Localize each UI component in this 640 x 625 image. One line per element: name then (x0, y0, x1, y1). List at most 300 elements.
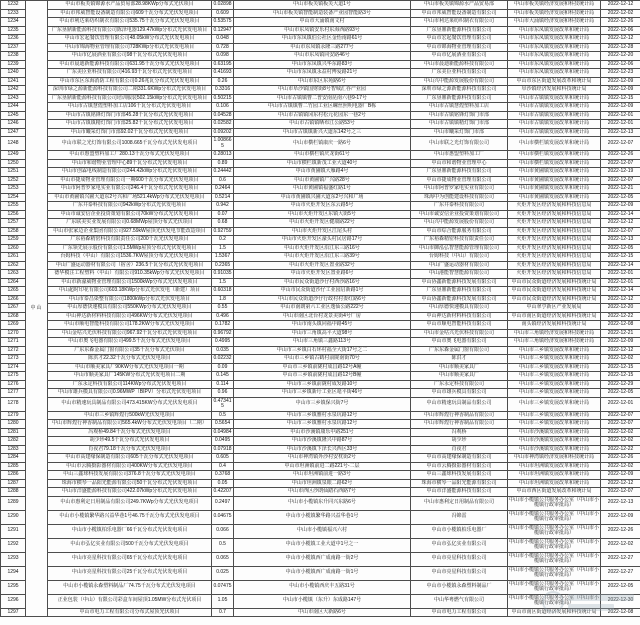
project-name: 中山市曦采灯饰门市部92.02千瓦分布式光伏发电项目 (48, 128, 212, 137)
project-address: 中山市火炬开发区健康路22号 (234, 219, 411, 228)
project-name: 广东永定科技有限公司114KWp分布式光伏发电项目 (48, 380, 212, 389)
table-row (1, 103, 640, 112)
project-address: 中山市三角镇三鑫路113号 (234, 338, 411, 347)
row-number: 1260 (1, 244, 26, 253)
project-name: 中山市捷成物业管理有限公司一期600千瓦分布式光伏发电项目 (48, 176, 212, 185)
project-address: 中山市南区北台村龙景美街4号厂房 (234, 312, 411, 321)
capacity-mw: 0.3316 (212, 86, 234, 95)
table-row (1, 210, 640, 219)
project-address: 中山市小榄镇西广成南路一街2号 (234, 552, 411, 566)
table-row (1, 35, 640, 44)
table-row (1, 566, 640, 580)
table-row (1, 9, 640, 18)
filing-date: 2022-12-12 (601, 219, 640, 228)
project-name: 中山市亮星科技有限公司25千瓦分布式光伏发电项目 (48, 566, 212, 580)
project-address: 中山市火炬开发区东云路5号 (234, 202, 411, 211)
capacity-mw: 0.91035 (213, 270, 232, 276)
table-row (1, 462, 640, 471)
project-address: 中山市坦洲镇前进一路3号 (234, 471, 411, 480)
filing-authority: 中山市南区街道经济发展和科技统计局 (508, 312, 601, 321)
project-unit: 中山市电力工程有限公司 (411, 608, 508, 617)
project-unit: 中山市金咕兴光伏科技有限公司 (411, 329, 508, 338)
table-row (1, 261, 640, 270)
filing-authority: 中山市坦洲镇发展改革和统计局 (508, 471, 601, 480)
row-number: 1252 (1, 176, 26, 185)
table-row (1, 329, 640, 338)
row-number: 1285 (1, 462, 26, 471)
project-name: 德华模注工程塑料（中山）有限公司910.35kWp分布式光伏发电项目 (48, 270, 212, 279)
filing-date: 2022-12-15 (601, 253, 640, 262)
capacity-mw: 0.28013 (213, 151, 232, 157)
filing-date: 2022-12-09 (601, 202, 640, 211)
filing-authority: 中山市三乡镇发展改革和统计局 (508, 372, 601, 381)
filing-date: 2022-12-09 (601, 103, 640, 112)
project-name: 中山市弘亿实业有限公司500千瓦分布式光伏发电项目 (48, 538, 212, 552)
filing-authority: 中山市小榄镇公共服务办公室（中山市小榄镇行政审批局） (509, 594, 600, 606)
project-name: 中山市高建缘保制造有限公司605千瓦分布式光伏发电项目 (48, 454, 212, 463)
capacity-mw: 0.5 (212, 411, 234, 420)
row-number: 1284 (1, 454, 26, 463)
table-row (1, 608, 640, 617)
project-unit: 中山广盛运动器材有限公司 (411, 261, 508, 270)
project-address: 中山市黄圃镇大雁路4号 (234, 168, 411, 177)
table-row (1, 471, 640, 480)
filing-authority: 中山市古镇镇发展改革和统计局 (508, 120, 601, 129)
filing-authority: 中山市三乡镇发展改革和统计局 (508, 389, 601, 398)
filing-date: 2022-12-06 (601, 60, 640, 69)
row-number: 1271 (1, 338, 26, 347)
project-unit: 中山市板芙镇锦源水产品贸易部 (411, 1, 508, 10)
project-address: 中山市火炬开发区沿江东三路39号 (234, 253, 411, 262)
filing-authority: 阜沙镇经济发展和科技统计局 (508, 86, 601, 95)
row-number: 1264 (1, 278, 26, 287)
row-number: 1283 (1, 445, 26, 454)
table-row (1, 185, 640, 194)
project-name: 广东东森金属门窗有限公司35千瓦分布式光伏项目 (48, 346, 212, 355)
capacity-mw: 0.02582 (213, 120, 232, 126)
project-address: 中山市东区东苑路6号 (234, 77, 411, 86)
project-name: 中山市洋盛能源科技有限公司422.07kWp分布式光伏发电项目 (48, 488, 212, 497)
project-name: 中山市创霖电线制造有限公司244.42kWp分布式光伏发电项目 (48, 168, 212, 177)
project-name: 中山市奥飞电器有限公司499.5千瓦分布式光伏发电项目 (48, 338, 212, 347)
filing-date: 2022-12-02 (601, 9, 640, 18)
capacity-mw: 0.0495 (212, 437, 234, 446)
row-number: 1288 (1, 488, 26, 497)
project-name: 中山金咕兴光伏科技有限公司967.92千瓦分布式光伏发电项目 (48, 329, 212, 338)
project-address: 中山市火炬开发区江尾头村 (234, 227, 411, 236)
project-name: 中山市和谐物业管理中心89千瓦分布式光伏发电项目 (48, 159, 212, 168)
table-row (1, 168, 640, 177)
project-address: 中山市黄圃镇广兴路28号 (234, 176, 411, 185)
row-number: 1254 (1, 193, 26, 202)
project-unit: 中山市古镇慧煌塑料加工店 (411, 103, 508, 112)
project-unit: 中山市御泓弘智慧能源管理有限公司 (411, 244, 508, 253)
project-unit: 中山市宏起餐饮管理有限公司 (411, 35, 508, 44)
table-row (1, 304, 640, 313)
project-unit: 台姆科技（中山）有限公司 (411, 253, 508, 262)
filing-authority: 中山市三乡镇发展改革和统计局 (508, 397, 601, 411)
filing-date: 2022-12-07 (601, 411, 640, 420)
project-address: 中山市三乡镇前陇村成昌路12号B幢 (234, 372, 411, 381)
project-address: 中山市民众街道沙仔村西沙路16号 (234, 278, 411, 287)
project-address: 中山市沙溪镇康乐中路251号 (234, 428, 411, 437)
project-unit: 广东垦鼎新能源科技有限公司 (411, 287, 508, 296)
project-address: 中山市坦洲镇前进二路221号-二层 (234, 462, 411, 471)
capacity-mw: 0.68 (212, 219, 234, 228)
project-address: 中山市民众街道沙仔行政村村委红路6号 (234, 295, 411, 304)
project-unit: 中山市和谐物业管理中心 (411, 159, 508, 168)
table-row (1, 18, 640, 27)
capacity-mw: 0.07918 (213, 445, 232, 452)
project-address: 中山市火炬开发区置业路32号 (234, 261, 411, 270)
project-address: 中山市东凤镇伯公社区金怡南路61号 (234, 35, 411, 44)
project-address: 中山市大涌镇南文村 (234, 18, 411, 27)
project-address: 中山市民众街道沙仔工业园启新路1号 (234, 287, 411, 296)
capacity-mw: 0.106 (212, 103, 234, 112)
filing-authority: 火炬开发区经济发展和科技信息局 (508, 227, 601, 236)
filing-date: 2022-12-09 (601, 471, 640, 480)
row-number: 1237 (1, 43, 26, 52)
filing-date: 2022-12-13 (601, 496, 640, 510)
row-number: 1278 (1, 397, 26, 411)
project-name: 肖夜君79.18千瓦分布式光伏发电项目 (48, 445, 212, 454)
row-number: 1247 (1, 128, 26, 137)
project-unit: 陈洪才 (411, 355, 508, 364)
filing-date: 2022-12-12 (601, 346, 640, 355)
row-number: 1276 (1, 380, 26, 389)
filing-date: 2022-12-05 (601, 580, 640, 594)
filing-authority: 中山市沙溪镇发展改革和统计局 (508, 428, 601, 437)
row-number: 1269 (1, 321, 26, 330)
project-unit: 中山市云腾摄影器材有限公司 (411, 462, 508, 471)
capacity-mw: 0.02232 (213, 355, 232, 361)
capacity-mw: 0.55 (212, 304, 234, 313)
row-number: 1253 (1, 185, 26, 194)
project-name: 广东联美实业发展有限公司0.68MWp屋顶分布式光伏项目 (48, 219, 212, 228)
table-row (1, 43, 640, 52)
filing-authority: 中山市黄圃镇发展改革和统计局 (508, 176, 601, 185)
capacity-mw: 0.7 (212, 608, 234, 617)
project-unit: 冯观桥 (411, 428, 508, 437)
filing-date: 2022-12-19 (601, 168, 640, 177)
project-unit: 珠海中为创能建设科技有限公司 (411, 193, 508, 202)
row-number: 1280 (1, 420, 26, 429)
project-name: 中山市黄圃镇兴圃大道东2号兴和广场521.4kWp分布式光伏发电项目 (48, 193, 212, 202)
filing-authority: 中山市民众街道经济发展和科技统计局 (508, 287, 601, 296)
project-name: 中山市电力工程有限公司分布式屋顶光伏项目 (48, 608, 212, 617)
filing-authority: 中山市三乡镇发展改革和统计局 (508, 411, 601, 420)
filing-authority: 火炬开发区经济发展和科技信息局 (508, 210, 601, 219)
filing-date: 2022-12-07 (601, 488, 640, 497)
row-number: 1268 (1, 312, 26, 321)
row-number: 1270 (1, 329, 26, 338)
filing-authority: 中山市西区街道发展改革和统计局 (508, 488, 601, 497)
table-row (1, 128, 640, 137)
project-unit: 中山市顺电智能科技有限公司 (411, 321, 508, 330)
project-unit: 中山市亮星科技有限公司 (411, 566, 508, 580)
project-unit: 中山市弘亿实业有限公司 (411, 538, 508, 552)
project-unit: 中山市诚安信企业投资策划有限公司 (411, 210, 508, 219)
filing-authority: 中山市黄圃镇发展改革和统计局 (508, 193, 601, 202)
project-address: 中山市三乡镇保兴街7号 (234, 397, 411, 411)
row-number: 1286 (1, 471, 26, 480)
table-row (1, 524, 640, 538)
project-address: 中山市三乡镇新圩工业区毫平街46号 (234, 389, 411, 398)
project-name: 中山市顺美家具厂145KW分布式光伏发电项目二期 (48, 372, 212, 381)
filing-authority: 中山市板芙镇经济发展和科技统计局 (508, 9, 601, 18)
filing-date: 2022-12-27 (601, 566, 640, 580)
table-row (1, 60, 640, 69)
table-row (1, 479, 640, 488)
project-unit: 中山港能智慧能源有限公司 (411, 270, 508, 279)
project-unit: 中山市顺美家具厂 (411, 363, 508, 372)
filing-date: 2022-12-01 (601, 111, 640, 120)
project-address: 中山市阜沙镇国财街8号智城汇谷产业园 (234, 86, 411, 95)
capacity-mw: 0.2365 (212, 261, 234, 270)
filing-date: 2022-12-12 (601, 35, 640, 44)
project-address: 中山市神湾镇外沙村安枕街2号 (234, 454, 411, 463)
project-name: 陈洪才22.32千瓦分布式光伏发电项目 (48, 355, 212, 364)
table-row (1, 295, 640, 304)
filing-date: 2022-12-07 (601, 137, 640, 151)
row-number: 1250 (1, 159, 26, 168)
capacity-mw: 1.5367 (212, 253, 234, 262)
project-name: 广东垦鼎新能源科技有限公司陈泽电器129.47kWp分布式光伏发电项目 (48, 26, 212, 35)
table-row (1, 397, 640, 411)
project-name: 中山市张家边企业集团有限公司927.59kW屋顶光伏发电节能改造项目 (48, 227, 212, 236)
project-unit: 广东美臣亚科技有限公司 (411, 69, 508, 78)
filing-authority: 中山市小榄镇公共服务办公室（中山市小榄镇行政审批局） (509, 524, 600, 536)
filing-authority: 中山市小榄镇公共服务办公室（中山市小榄镇行政审批局） (509, 552, 600, 564)
project-name: 中山市古镇铭锋灯饰门市部45.28千瓦分布式光伏发电项目 (48, 111, 212, 120)
filing-date: 2022-12-12 (601, 295, 640, 304)
project-name: 中山市诚安信企业投资策划有限公司70kW分布式光伏发电项目 (48, 210, 212, 219)
project-unit: 中山市曦采灯饰门市部 (411, 128, 508, 137)
table-row (1, 437, 640, 446)
capacity-mw: 1.5 (212, 244, 234, 253)
table-row (1, 428, 640, 437)
filing-authority: 中山市三乡镇发展改革和统计局 (508, 420, 601, 429)
project-unit: 中山市小榄镇柏乐电器厂 (411, 524, 508, 538)
filing-date: 2022-12-30 (601, 594, 640, 608)
project-unit: 中山市利达莱纺织制衣有限公司 (411, 18, 508, 27)
project-name: 正业包装（中山）有限公司彩盒车间屋顶1.05MW分布式光伏项目 (48, 594, 212, 608)
project-name: 中山市锦海物业管理有限公司728KWp分布式光伏发电项目 (48, 43, 212, 52)
capacity-mw: 0.2464 (212, 185, 234, 194)
row-number: 1239 (1, 60, 26, 69)
table-row (1, 338, 640, 347)
row-number: 1273 (1, 355, 26, 364)
capacity-mw: 0.41693 (213, 69, 232, 75)
project-unit: 中山协鑫新能源科技发展有限公司 (411, 295, 508, 304)
filing-authority: 中山市神湾镇经济发展和科技统计局 (508, 454, 601, 463)
project-address: 中山市小榄镇（东升）东成路147号 (234, 594, 411, 608)
project-name: 中山广盛运动器材有限公司（宿舍）236.5千瓦分布式光伏发电项目 (48, 261, 212, 270)
row-number: 1266 (1, 295, 26, 304)
project-address: 中山市东凤镇永益村博爱路21号 (234, 69, 411, 78)
project-unit: 中山协鑫新能源科技发展有限公司 (411, 278, 508, 287)
project-address: 中山市古镇镇冈东村松元花园东一巷2号 (234, 111, 411, 120)
filing-date: 2022-12-26 (601, 454, 640, 463)
capacity-mw: 0.098 (212, 52, 234, 61)
filing-authority: 中山市横栏镇发展改革和统计局 (508, 159, 601, 168)
row-number: 1282 (1, 437, 26, 446)
project-address: 中山市板芙镇智能制造装备产业园智能路3号 (234, 9, 411, 18)
table-row (1, 137, 640, 151)
filing-authority: 中山市东凤镇发展改革和统计局 (508, 35, 601, 44)
project-unit: 中山市亮星科技有限公司 (411, 552, 508, 566)
project-name: 胡少珍49.5千瓦分布式光伏发电项目 (48, 437, 212, 446)
project-address: 中山市沙溪镇下泽长兴西区33号 (234, 445, 411, 454)
filing-authority: 中山市黄圃镇发展改革和统计局 (508, 168, 601, 177)
filing-date: 2022-12-02 (601, 538, 640, 552)
filing-date: 2022-12-28 (601, 43, 640, 52)
row-number: 1258 (1, 227, 26, 236)
filing-authority: 火炬开发区经济发展和科技信息局 (508, 236, 601, 245)
row-number: 1243 (1, 94, 26, 103)
capacity-mw: 0.04984 (213, 428, 232, 435)
project-unit: 珠海市横琴一品阳光能源有限公司 (411, 479, 508, 488)
filing-date: 2022-12-15 (601, 94, 640, 103)
capacity-mw: 0.26 (212, 77, 234, 86)
table-row (1, 510, 640, 524)
row-number: 1277 (1, 389, 26, 398)
capacity-mw: 0.145 (212, 372, 234, 381)
project-address: 中山市火炬开发区濠头村民居路17号 (234, 236, 411, 245)
project-name: 广东裕森精密科技有限责任公司200千瓦光伏发电项目 (48, 236, 212, 245)
project-unit: 中山市锦海物业管理有限公司 (411, 43, 508, 52)
project-address: 中山市三乡镇白石环村福全大街17号之二 (234, 346, 411, 355)
row-number: 1255 (1, 202, 26, 211)
filing-date: 2022-12-21 (601, 185, 640, 194)
row-number: 1238 (1, 52, 26, 61)
filing-date: 2022-12-20 (601, 52, 640, 61)
project-unit: 中山兴中能源发展股份有限公司 (411, 77, 508, 86)
filing-date: 2022-12-13 (601, 128, 640, 137)
row-number: 1292 (1, 538, 26, 552)
project-unit: 广东井泰科技有限公司 (411, 202, 508, 211)
project-address: 中山市南头镇同福中路45号 (234, 321, 411, 330)
project-unit: 中山市辉煌行神香制品有限公司 (411, 420, 508, 429)
row-number: 1233 (1, 9, 26, 18)
filing-authority: 中山市南区街道经济发展和科技统计局 (508, 608, 601, 617)
project-name: 中山市板芙镇锦源水产品贸易部28.98KWp分布式光伏项目 (48, 1, 212, 10)
capacity-mw: 0.92759 (213, 227, 232, 234)
project-name: 中山市晨迪新能源科技有限公司631.95千瓦分布式光伏发电项目 (48, 60, 212, 69)
project-address: 中山市三乡镇古鹤村前陇南街70号 (234, 355, 411, 364)
table-row (1, 1, 640, 10)
project-name: 中山市惠盟塑料加工厂280.13千瓦分布式光伏发电项目 (48, 151, 212, 160)
table-row (1, 270, 640, 279)
project-unit: 中山市晨迪新能源科技有限公司 (411, 60, 508, 69)
capacity-mw: 0.496 (212, 312, 234, 321)
filing-authority: 火炬开发区经济发展和科技信息局 (508, 202, 601, 211)
project-unit: 中山神达新材料科技有限公司 (411, 312, 508, 321)
filing-date: 2022-12-01 (601, 278, 640, 287)
project-unit: 胡少珍 (411, 437, 508, 446)
table-row (1, 202, 640, 211)
filing-authority: 中山翠亨新区产业发展局 (508, 304, 601, 313)
table-row (1, 312, 640, 321)
filing-authority: 中山市小榄镇公共服务办公室（中山市小榄镇行政审批局） (509, 566, 600, 578)
capacity-mw: 0.42207 (213, 488, 232, 494)
project-address: 中山市古镇镇曹二竹园工业区螺丝照明电器厂B栋 (234, 103, 411, 112)
row-number: 1259 (1, 236, 26, 245)
row-number: 1235 (1, 26, 26, 35)
project-unit: 广东裕森精密科技有限责任公司 (411, 236, 508, 245)
capacity-mw: 0.473415 (213, 397, 232, 409)
filing-date: 2022-12-15 (601, 363, 640, 372)
project-address: 中山市火炬开发区沿江东三路16号 (234, 244, 411, 253)
capacity-mw: 0.2 (212, 236, 234, 245)
filing-authority: 中山市横栏镇发展改革和统计局 (508, 137, 601, 151)
capacity-mw: 0.04675 (212, 510, 234, 524)
filing-date: 2022-12-21 (601, 329, 640, 338)
project-address: 中山市三乡镇雅村水泉坑路12号 (234, 411, 411, 420)
project-unit: 中山市惠利定日用制品有限公司 (411, 496, 508, 510)
row-number: 1294 (1, 566, 26, 580)
row-number: 1281 (1, 428, 26, 437)
capacity-mw: 0.6 (212, 176, 234, 185)
project-unit: 广东东森金属门窗有限公司 (411, 346, 508, 355)
project-name: 中山市小榄镇柏乐电器厂66千瓦分布式光伏发电项目 (48, 524, 212, 538)
project-address: 中山市三乡镇前陇村成昌路12号A幢 (234, 363, 411, 372)
project-address: 中山市坦洲镇泉眼二路62号 (234, 479, 411, 488)
filing-authority: 中山市坦洲镇发展改革和统计局 (508, 479, 601, 488)
capacity-mw: 0.04528 (213, 111, 232, 118)
project-address: 中山市火炬开发区置业路6号 (234, 270, 411, 279)
table-row (1, 363, 640, 372)
city-cell: 中山 (26, 1, 48, 617)
capacity-mw: 0.24442 (213, 168, 232, 174)
capacity-mw: 0.09 (212, 363, 234, 372)
filing-authority: 中山市三乡镇发展改革和统计局 (508, 355, 601, 364)
capacity-mw: 0.048 (212, 35, 234, 44)
project-unit: 中山市古镇镇精灯饰门市部 (411, 120, 508, 129)
capacity-mw: 0.63195 (213, 60, 232, 67)
table-row (1, 372, 640, 381)
project-name: 中山市云腾摄影器材有限公司400KW分布式光伏发电项目 (48, 462, 212, 471)
project-unit: 中山市惠盟塑料加工厂 (411, 151, 508, 160)
filing-authority: 中山市三角镇经济发展和科技统计局 (508, 338, 601, 347)
project-address: 中山市横栏镇康庆一路6号 (234, 137, 411, 151)
project-name: 中山市辉煌行神香制品有限公司565.4kW分布式光伏发电项目（二期） (48, 420, 212, 429)
project-address: 中山市三乡镇雅村水泉坑路12号 (234, 420, 411, 429)
table-row (1, 244, 640, 253)
project-unit: 中山市辉煌行神香制品有限公司 (411, 411, 508, 420)
filing-authority: 中山市三角镇经济发展和科技统计局 (508, 329, 601, 338)
project-name: 中山三鑫球科技发展有限公司376.8千瓦分布式光伏发电项目 (48, 471, 212, 480)
capacity-mw: 0.5 (212, 538, 234, 552)
filing-authority: 中山市东区街道发展改革和统计局 (508, 77, 601, 86)
capacity-mw: 0.605 (212, 454, 234, 463)
row-number: 1293 (1, 552, 26, 566)
filing-authority: 中山市古镇镇发展改革和统计局 (508, 111, 601, 120)
capacity-mw: 0.942 (212, 202, 234, 211)
filing-date: 2022-12-22 (601, 445, 640, 454)
row-number: 1295 (1, 580, 26, 594)
table-row (1, 94, 640, 103)
filing-authority: 中山市民众街道经济发展和科技统计局 (508, 278, 601, 287)
project-unit: 广东垦鼎新能源科技有限公司 (411, 168, 508, 177)
project-unit: 广东垦鼎新能源科技有限公司 (411, 94, 508, 103)
project-unit: 中山市高建缘保制造有限公司 (411, 454, 508, 463)
project-name: 中山市亿展酒业有限公司98千瓦分布式光伏发电项目 (48, 52, 212, 61)
filing-date: 2022-12-02 (601, 462, 640, 471)
table-row (1, 111, 640, 120)
project-name: 广东垦鼎新能源科技有限公司培训服装502.15kWp分布式光伏发电项目 (48, 94, 212, 103)
project-name: 中山市亮星科技有限公司65千瓦分布式光伏发电项目 (48, 552, 212, 566)
